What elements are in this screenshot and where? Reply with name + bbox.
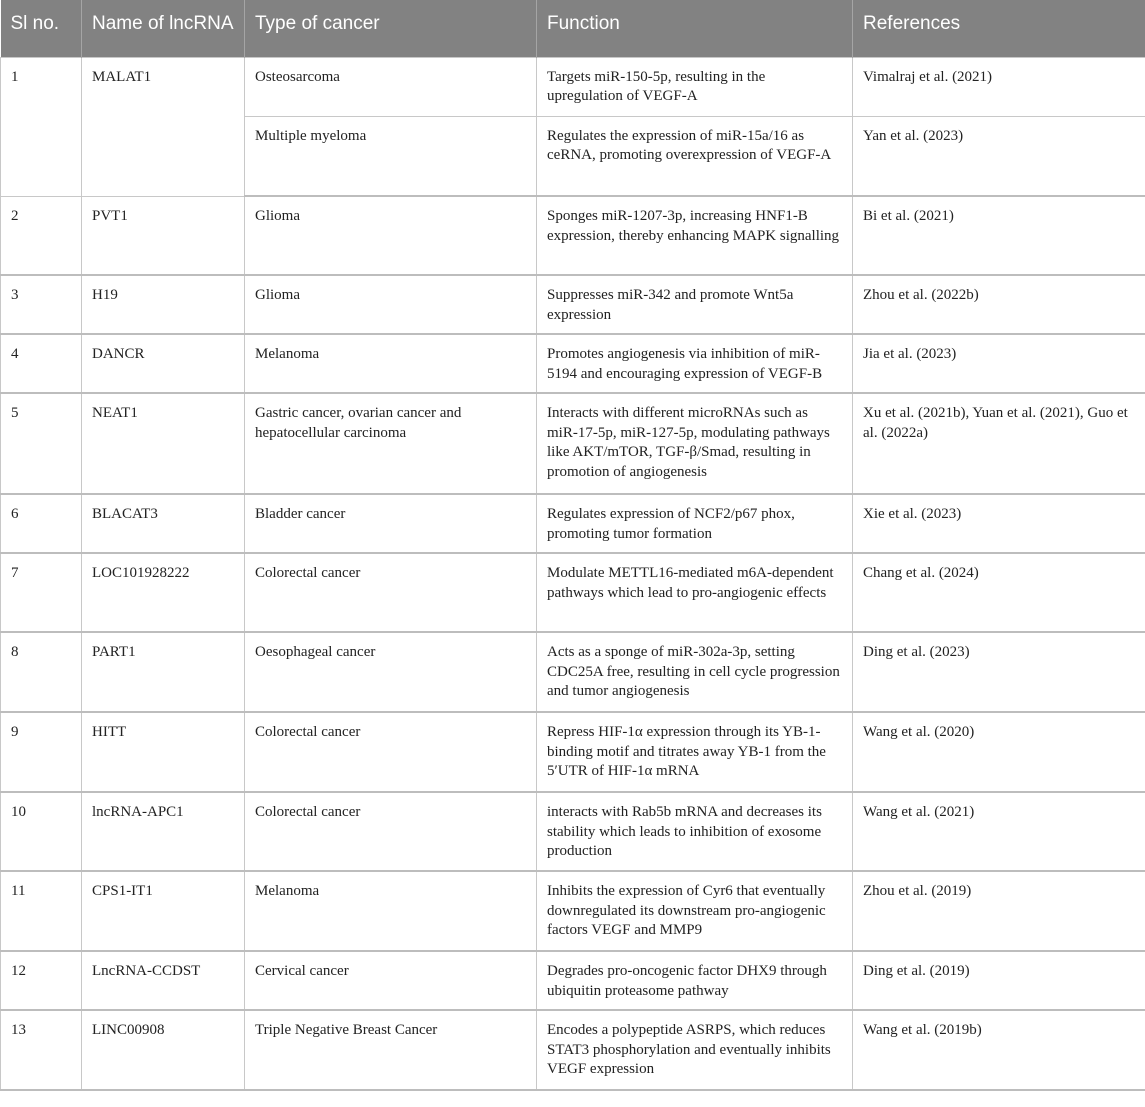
- cell-function: Suppresses miR-342 and promote Wnt5a expression: [537, 275, 853, 334]
- cell-reference: Bi et al. (2021): [853, 196, 1145, 275]
- cell-reference: Xie et al. (2023): [853, 494, 1145, 553]
- cell-sl-no: 9: [1, 712, 82, 792]
- cell-reference: Yan et al. (2023): [853, 116, 1145, 196]
- cell-cancer-type: Colorectal cancer: [245, 792, 537, 871]
- cell-sl-no: 11: [1, 871, 82, 951]
- cell-function: Regulates expression of NCF2/p67 phox, promoting tumor formation: [537, 494, 853, 553]
- cell-lncrna-name: CPS1-IT1: [82, 871, 245, 951]
- cell-reference: Vimalraj et al. (2021): [853, 57, 1145, 116]
- cell-function: Modulate METTL16-mediated m6A-dependent pathways which lead to pro-angiogenic effects: [537, 553, 853, 632]
- cell-reference: Wang et al. (2019b): [853, 1010, 1145, 1090]
- cell-function: Sponges miR-1207-3p, increasing HNF1-B expression, thereby enhancing MAPK signalling: [537, 196, 853, 275]
- cell-cancer-type: Melanoma: [245, 871, 537, 951]
- cell-cancer-type: Colorectal cancer: [245, 712, 537, 792]
- table-row: [1, 632, 1145, 712]
- cell-function: Degrades pro-oncogenic factor DHX9 through ubiquitin proteasome pathway: [537, 951, 853, 1010]
- cell-function: interacts with Rab5b mRNA and decreases its stability which leads to inhibition of exosome production: [537, 792, 853, 871]
- cell-cancer-type: Cervical cancer: [245, 951, 537, 1010]
- cell-lncrna-name: MALAT1: [82, 57, 245, 196]
- cell-sl-no: 13: [1, 1010, 82, 1090]
- cell-function: Repress HIF-1α expression through its YB-1-binding motif and titrates away YB-1 from the 5′UTR of HIF-1α mRNA: [537, 712, 853, 792]
- cell-sl-no: 1: [1, 57, 82, 196]
- cell-function: Inhibits the expression of Cyr6 that eventually downregulated its downstream pro-angiogenic factors VEGF and MMP9: [537, 871, 853, 951]
- table-row: [1, 57, 1145, 116]
- cell-function: Interacts with different microRNAs such as miR-17-5p, miR-127-5p, modulating pathways like AKT/mTOR, TGF-β/Smad, resulting in promotion of angiogenesis: [537, 393, 853, 494]
- header-type-of-cancer: Type of cancer: [245, 0, 537, 57]
- cell-sl-no: 12: [1, 951, 82, 1010]
- cell-lncrna-name: PVT1: [82, 196, 245, 275]
- table-row: [1, 712, 1145, 792]
- cell-sl-no: 2: [1, 196, 82, 275]
- cell-reference: Chang et al. (2024): [853, 553, 1145, 632]
- cell-reference: Ding et al. (2023): [853, 632, 1145, 712]
- cell-lncrna-name: LOC101928222: [82, 553, 245, 632]
- cell-reference: Jia et al. (2023): [853, 334, 1145, 393]
- table-row: [1, 393, 1145, 494]
- cell-cancer-type: Melanoma: [245, 334, 537, 393]
- cell-sl-no: 3: [1, 275, 82, 334]
- header-function: Function: [537, 0, 853, 57]
- cell-reference: Zhou et al. (2019): [853, 871, 1145, 951]
- table-row: [1, 196, 1145, 275]
- cell-cancer-type: Triple Negative Breast Cancer: [245, 1010, 537, 1090]
- table-row: [1, 494, 1145, 553]
- cell-cancer-type: Colorectal cancer: [245, 553, 537, 632]
- cell-lncrna-name: lncRNA-APC1: [82, 792, 245, 871]
- cell-lncrna-name: PART1: [82, 632, 245, 712]
- cell-lncrna-name: NEAT1: [82, 393, 245, 494]
- cell-lncrna-name: LncRNA-CCDST: [82, 951, 245, 1010]
- cell-sl-no: 5: [1, 393, 82, 494]
- cell-sl-no: 4: [1, 334, 82, 393]
- header-references: References: [853, 0, 1145, 57]
- header-row: [1, 0, 1145, 57]
- header-name-of-lncrna: Name of lncRNA: [82, 0, 245, 57]
- cell-sl-no: 7: [1, 553, 82, 632]
- cell-lncrna-name: BLACAT3: [82, 494, 245, 553]
- cell-function: Encodes a polypeptide ASRPS, which reduces STAT3 phosphorylation and eventually inhibits VEGF expression: [537, 1010, 853, 1090]
- cell-cancer-type: Multiple myeloma: [245, 116, 537, 196]
- cell-sl-no: 8: [1, 632, 82, 712]
- table-row: [1, 553, 1145, 632]
- cell-cancer-type: Bladder cancer: [245, 494, 537, 553]
- table-row: [1, 951, 1145, 1010]
- cell-lncrna-name: DANCR: [82, 334, 245, 393]
- cell-reference: Xu et al. (2021b), Yuan et al. (2021), Guo et al. (2022a): [853, 393, 1145, 494]
- cell-function: Targets miR-150-5p, resulting in the upregulation of VEGF-A: [537, 57, 853, 116]
- cell-sl-no: 6: [1, 494, 82, 553]
- cell-function: Promotes angiogenesis via inhibition of miR-5194 and encouraging expression of VEGF-B: [537, 334, 853, 393]
- table-row: [1, 792, 1145, 871]
- cell-sl-no: 10: [1, 792, 82, 871]
- cell-lncrna-name: LINC00908: [82, 1010, 245, 1090]
- header-sl-no: Sl no.: [1, 0, 82, 57]
- cell-cancer-type: Osteosarcoma: [245, 57, 537, 116]
- cell-lncrna-name: HITT: [82, 712, 245, 792]
- cell-reference: Zhou et al. (2022b): [853, 275, 1145, 334]
- cell-reference: Wang et al. (2020): [853, 712, 1145, 792]
- cell-cancer-type: Glioma: [245, 196, 537, 275]
- cell-cancer-type: Glioma: [245, 275, 537, 334]
- cell-cancer-type: Gastric cancer, ovarian cancer and hepatocellular carcinoma: [245, 393, 537, 494]
- table-row: [1, 275, 1145, 334]
- table-row: [1, 334, 1145, 393]
- table-row: [1, 871, 1145, 951]
- cell-reference: Ding et al. (2019): [853, 951, 1145, 1010]
- cell-reference: Wang et al. (2021): [853, 792, 1145, 871]
- cell-cancer-type: Oesophageal cancer: [245, 632, 537, 712]
- cell-function: Acts as a sponge of miR-302a-3p, setting CDC25A free, resulting in cell cycle progression and tumor angiogenesis: [537, 632, 853, 712]
- cell-function: Regulates the expression of miR-15a/16 as ceRNA, promoting overexpression of VEGF-A: [537, 116, 853, 196]
- table-row: [1, 1010, 1145, 1090]
- cell-lncrna-name: H19: [82, 275, 245, 334]
